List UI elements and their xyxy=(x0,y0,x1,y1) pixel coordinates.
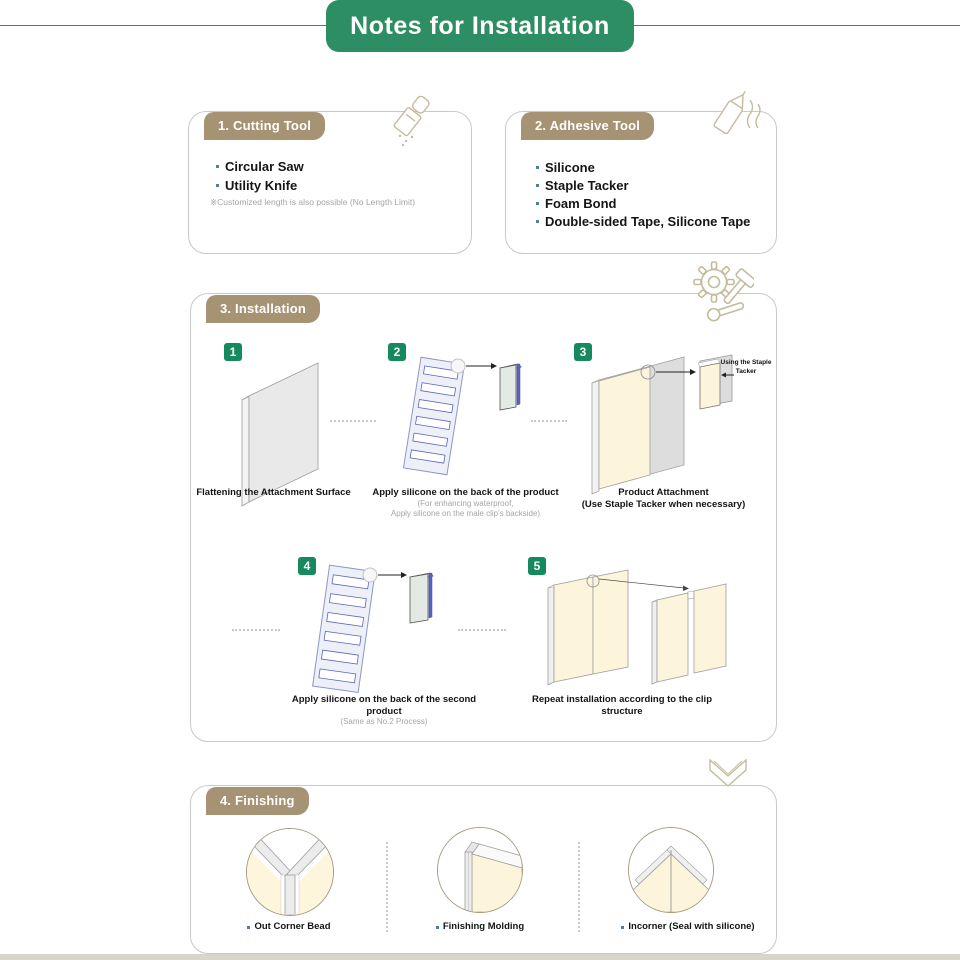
list-item xyxy=(536,158,750,176)
finishing-item-label: Incorner (Seal with silicone) xyxy=(628,921,755,932)
bullet-dot xyxy=(216,165,219,168)
step3-caption-block xyxy=(566,487,761,510)
dotted-connector xyxy=(330,420,376,422)
bullet-dot xyxy=(536,184,539,187)
finishing-molding-diagram xyxy=(437,827,523,913)
step1-caption: Flattening the Attachment Surface xyxy=(196,487,351,498)
step3-annotation: Using the Staple Tacker xyxy=(720,359,772,375)
step-number-text: 3 xyxy=(579,345,587,359)
adhesive-tool-label: 2. Adhesive Tool xyxy=(521,112,654,140)
step-number-text: 1 xyxy=(229,345,237,359)
step-number-5 xyxy=(528,557,546,575)
bullet-dot xyxy=(216,184,219,187)
list-item-label: Foam Bond xyxy=(545,195,617,211)
list-item-label: Circular Saw xyxy=(225,159,304,174)
step2-note-line1: (For enhancing waterproof, xyxy=(417,498,514,508)
finishing-label: 4. Finishing xyxy=(206,787,309,815)
bottom-band xyxy=(0,954,960,960)
step5-caption-block xyxy=(512,694,732,717)
list-item-label: Double-sided Tape, Silicone Tape xyxy=(545,213,751,229)
step2-caption-block xyxy=(368,487,563,519)
cutting-tool-list xyxy=(216,157,304,195)
adhesive-tool-list xyxy=(536,158,750,230)
list-item xyxy=(536,176,750,194)
installation-label: 3. Installation xyxy=(206,295,320,323)
step-number-3 xyxy=(574,343,592,361)
finishing-molding-drawing xyxy=(438,828,522,912)
dotted-divider xyxy=(578,842,580,932)
step5-caption: Repeat installation according to the clip structure xyxy=(532,694,712,717)
incorner-diagram xyxy=(628,827,714,913)
bullet-dot xyxy=(436,926,439,929)
step4-caption-block xyxy=(278,694,490,727)
step-number-4 xyxy=(298,557,316,575)
list-item-label: Utility Knife xyxy=(225,178,298,193)
dotted-connector xyxy=(232,629,280,631)
utility-knife-icon xyxy=(382,92,440,150)
list-item xyxy=(536,194,750,212)
finishing-item-label: Finishing Molding xyxy=(442,921,525,932)
step-number-text: 4 xyxy=(303,559,311,573)
bullet-dot xyxy=(536,202,539,205)
step5-repeat-diagram xyxy=(538,558,738,693)
step-number-text: 5 xyxy=(533,559,541,573)
list-item xyxy=(216,176,304,195)
finishing-item-label: Out Corner Bead xyxy=(254,921,331,932)
list-item-label: Silicone xyxy=(545,159,595,175)
bullet-dot xyxy=(621,926,624,929)
finishing-item-caption xyxy=(228,921,350,932)
list-item xyxy=(216,157,304,176)
finishing-item-caption xyxy=(420,921,540,932)
gear-wrench-icon xyxy=(692,260,754,322)
step2-caption: Apply silicone on the back of the product xyxy=(372,487,559,498)
step4-silicone-diagram xyxy=(303,562,438,697)
step-number-2 xyxy=(388,343,406,361)
cutting-tool-label: 1. Cutting Tool xyxy=(204,112,325,140)
dotted-divider xyxy=(386,842,388,932)
out-corner-bead-drawing xyxy=(247,829,333,915)
step3-caption-line1: Product Attachment xyxy=(618,487,709,498)
step3-caption-line2: (Use Staple Tacker when necessary) xyxy=(581,498,746,510)
incorner-drawing xyxy=(629,828,713,912)
step4-caption: Apply silicone on the back of the second product xyxy=(291,694,477,717)
step2-note-line2: Apply silicone on the male clip's backside) xyxy=(390,508,541,518)
bullet-dot xyxy=(536,220,539,223)
bullet-dot xyxy=(536,166,539,169)
step1-panel-diagram xyxy=(230,350,325,508)
silicone-tube-icon xyxy=(698,86,764,148)
corner-bead-icon xyxy=(704,756,754,802)
step4-note: (Same as No.2 Process) xyxy=(340,717,428,726)
dotted-connector xyxy=(531,420,567,422)
list-item xyxy=(536,212,750,230)
step3-attachment-diagram xyxy=(584,345,734,505)
step2-silicone-diagram xyxy=(392,352,522,480)
step-number-1 xyxy=(224,343,242,361)
dotted-connector xyxy=(458,629,506,631)
bullet-dot xyxy=(247,926,250,929)
page-title-banner xyxy=(326,0,634,52)
cutting-tool-note: ※Customized length is also possible (No Length Limit) xyxy=(210,197,416,207)
finishing-item-caption xyxy=(608,921,768,932)
page-title: Notes for Installation xyxy=(350,11,610,40)
list-item-label: Staple Tacker xyxy=(545,177,629,193)
out-corner-bead-diagram xyxy=(246,828,334,916)
step-number-text: 2 xyxy=(393,345,401,359)
